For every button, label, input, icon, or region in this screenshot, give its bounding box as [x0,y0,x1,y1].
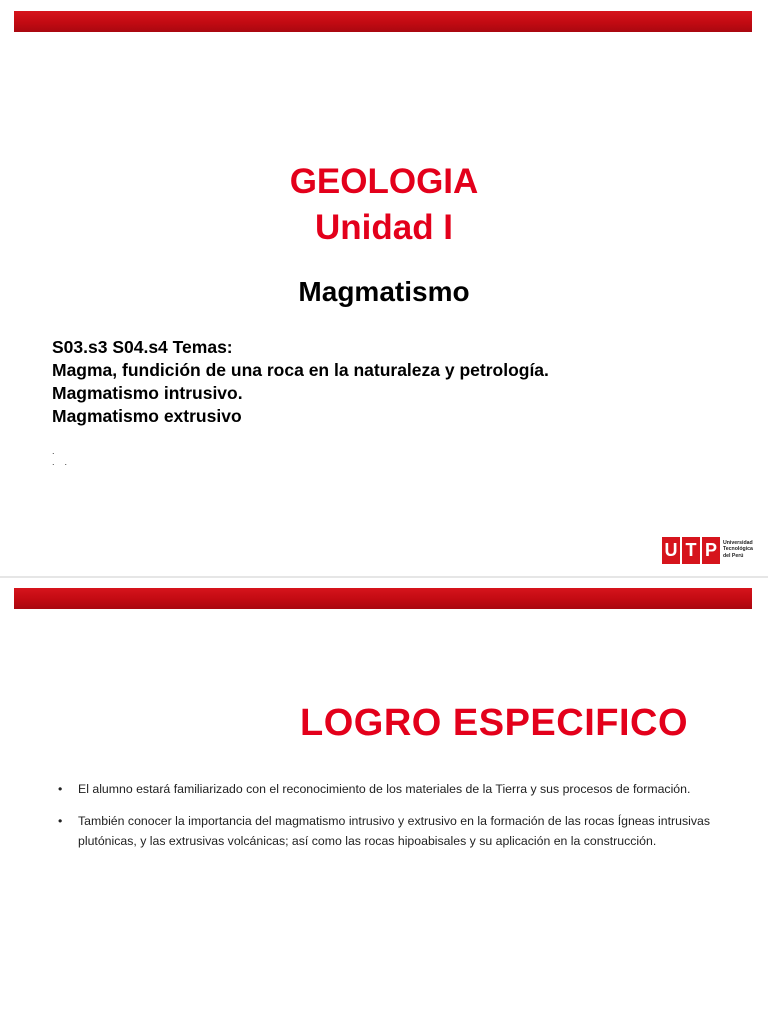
utp-logo [662,537,752,565]
topics-list [52,336,732,428]
logo-letter-t: T [682,537,700,564]
topics-header: S03.s3 S04.s4 Temas: [52,337,233,357]
objective-item [58,811,710,851]
university-name-line: Universidad [723,540,753,546]
logro-heading: LOGRO ESPECIFICO [300,702,689,744]
course-title: GEOLOGIA [289,162,479,201]
topic-item: Magma, fundición de una roca en la naturaleza y petrología. [52,360,549,380]
topic-item: Magmatismo extrusivo [52,406,242,426]
stray-marks [52,446,67,468]
bullet-icon: • [58,814,63,828]
objective-text: El alumno estará familiarizado con el reconocimiento de los materiales de la Tierra y sus procesos de formación. [78,782,691,796]
university-name-line: del Perú [723,552,744,559]
bullet-icon: • [58,782,63,796]
university-name-line: Tecnológica [723,546,753,553]
stray-mark: . . [52,457,68,467]
objective-text: También conocer la importancia del magmatismo intrusivo y extrusivo en la formación de las rocas Ígneas intrusivas plutónicas, y las extrusivas volcánicas; así como las rocas hipoabisales y su aplicación en la construcción. [78,814,710,848]
objectives-list [58,779,710,863]
logo-letter-u: U [662,537,680,564]
slide-2-top-bar [14,588,752,609]
unit-title: Unidad I [314,208,454,247]
topic-item: Magmatismo intrusivo. [52,383,243,403]
slide-2 [0,578,768,1024]
objective-item [58,779,710,799]
university-name [723,540,757,559]
topic-title: Magmatismo [298,276,470,307]
stray-mark: . [52,446,55,456]
slide-1-top-bar [14,11,752,32]
logo-letter-p: P [702,537,720,564]
